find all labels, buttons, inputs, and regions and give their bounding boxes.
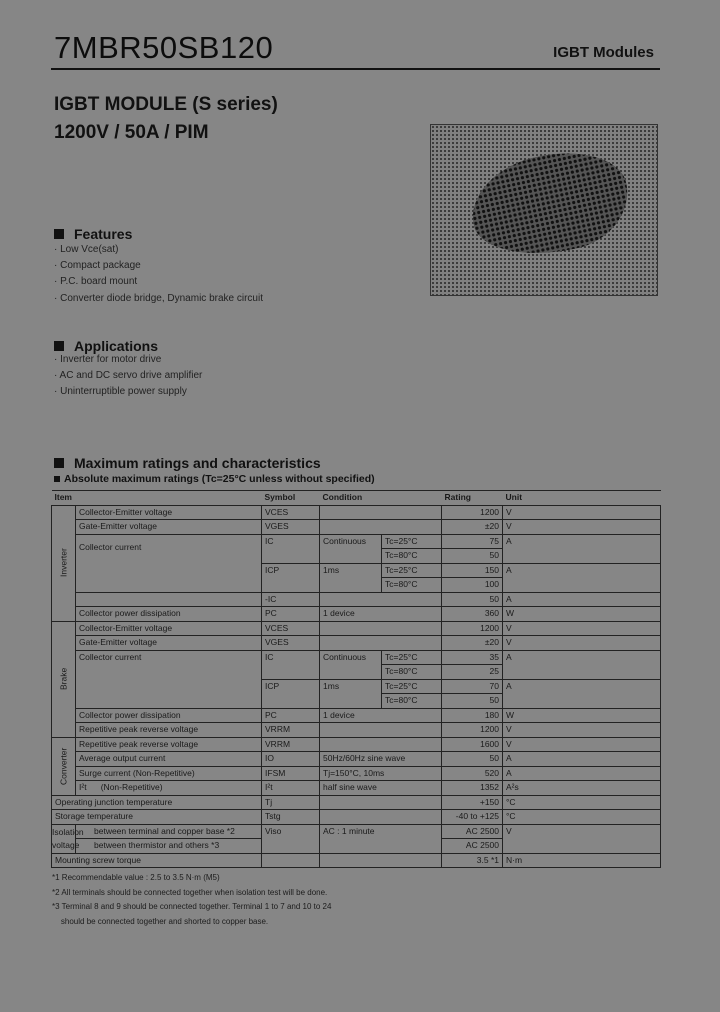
header-unit: Unit (503, 491, 661, 506)
cell-condition (320, 636, 442, 651)
cell-condition (320, 520, 442, 535)
cell-subcondition: Tc=25°C (382, 534, 442, 549)
cell-item: Operating junction temperature (52, 795, 262, 810)
table-row (52, 766, 661, 781)
list-item: · Converter diode bridge, Dynamic brake circuit (54, 292, 263, 304)
cell-condition (320, 621, 442, 636)
cell-item: I²t (Non-Repetitive) (76, 781, 262, 796)
cell-rating: 360 (442, 607, 503, 622)
cell-condition (320, 592, 442, 607)
cell-symbol: VCES (262, 505, 320, 520)
cell-unit: A (503, 766, 661, 781)
cell-symbol: IFSM (262, 766, 320, 781)
cell-subcondition: Tc=80°C (382, 694, 442, 709)
cell-item: between thermistor and others *3 (76, 839, 262, 854)
cell-unit: V (503, 824, 661, 853)
cell-subcondition: Tc=25°C (382, 563, 442, 578)
cell-rating: 1352 (442, 781, 503, 796)
cell-rating: 1200 (442, 505, 503, 520)
cell-item: Surge current (Non-Repetitive) (76, 766, 262, 781)
cell-item: Gate-Emitter voltage (76, 520, 262, 535)
document-type: IGBT Modules (553, 44, 654, 61)
table-row (52, 810, 661, 825)
cell-rating: ±20 (442, 636, 503, 651)
header-rule (51, 68, 660, 70)
cell-symbol: Tstg (262, 810, 320, 825)
group-isolation: Isolation voltage (52, 824, 76, 853)
cell-rating: 75 (442, 534, 503, 549)
footnote: *1 Recommendable value : 2.5 to 3.5 N·m (M5) (52, 873, 220, 882)
cell-rating: ±20 (442, 520, 503, 535)
cell-condition: 1ms (320, 679, 382, 708)
table-row (52, 621, 661, 636)
list-item: · Uninterruptible power supply (54, 386, 187, 398)
footnote: should be connected together and shorted to copper base. (52, 916, 269, 926)
cell-unit: °C (503, 795, 661, 810)
cell-item: Gate-Emitter voltage (76, 636, 262, 651)
cell-item: Collector power dissipation (76, 708, 262, 723)
cell-unit: W (503, 607, 661, 622)
group-inverter: Inverter (52, 505, 76, 621)
cell-rating: 100 (442, 578, 503, 593)
group-converter: Converter (52, 737, 76, 795)
cell-condition: AC : 1 minute (320, 824, 442, 853)
cell-symbol: VGES (262, 636, 320, 651)
cell-item: Collector-Emitter voltage (76, 505, 262, 520)
cell-unit: V (503, 520, 661, 535)
table-header-row (52, 491, 661, 506)
header-condition: Condition (320, 491, 442, 506)
bullet-square-icon (54, 458, 64, 468)
cell-rating: 520 (442, 766, 503, 781)
cell-unit: A (503, 563, 661, 592)
cell-subcondition: Tc=25°C (382, 650, 442, 665)
cell-symbol: VRRM (262, 723, 320, 738)
cell-item: Mounting screw torque (52, 853, 262, 868)
cell-item: Collector current (76, 650, 262, 708)
cell-condition (320, 723, 442, 738)
cell-unit: N·m (503, 853, 661, 868)
cell-rating: +150 (442, 795, 503, 810)
footnote: *3 Terminal 8 and 9 should be connected together. Terminal 1 to 7 and 10 to 24 (52, 902, 332, 911)
table-row (52, 708, 661, 723)
cell-symbol: IC (262, 650, 320, 679)
cell-unit: W (503, 708, 661, 723)
ratings-table (51, 490, 661, 868)
applications-list (54, 352, 202, 401)
cell-rating: 50 (442, 549, 503, 564)
cell-symbol: ICP (262, 563, 320, 592)
footnotes (52, 871, 331, 929)
ratings-heading-text: Maximum ratings and characteristics (74, 455, 321, 471)
cell-symbol: IO (262, 752, 320, 767)
ratings-subheading-text: Absolute maximum ratings (Tc=25°C unless without specified) (64, 473, 375, 485)
cell-unit: A (503, 592, 661, 607)
cell-rating: 3.5 *1 (442, 853, 503, 868)
cell-symbol: PC (262, 607, 320, 622)
bullet-square-icon (54, 476, 60, 482)
cell-unit: A (503, 534, 661, 563)
table-row (52, 781, 661, 796)
cell-condition: Tj=150°C, 10ms (320, 766, 442, 781)
table-row (52, 505, 661, 520)
cell-unit: V (503, 505, 661, 520)
product-title: IGBT MODULE (S series) (54, 94, 278, 115)
cell-subcondition: Tc=80°C (382, 665, 442, 680)
table-row (52, 636, 661, 651)
ratings-heading (54, 455, 321, 471)
cell-unit: A (503, 679, 661, 708)
cell-item: Repetitive peak reverse voltage (76, 723, 262, 738)
cell-subcondition: Tc=80°C (382, 578, 442, 593)
list-item: · AC and DC servo drive amplifier (54, 370, 203, 382)
cell-unit: V (503, 723, 661, 738)
footnote: *2 All terminals should be connected together when isolation test will be done. (52, 887, 328, 897)
cell-condition: half sine wave (320, 781, 442, 796)
cell-condition (320, 853, 442, 868)
bullet-square-icon (54, 229, 64, 239)
cell-unit: A (503, 752, 661, 767)
cell-item: Storage temperature (52, 810, 262, 825)
header-symbol: Symbol (262, 491, 320, 506)
cell-symbol: -IC (262, 592, 320, 607)
cell-item: Average output current (76, 752, 262, 767)
table-row (52, 752, 661, 767)
cell-item: between terminal and copper base *2 (76, 824, 262, 839)
list-item: · Inverter for motor drive (54, 354, 162, 365)
cell-rating: 1200 (442, 621, 503, 636)
cell-symbol: Tj (262, 795, 320, 810)
cell-rating: -40 to +125 (442, 810, 503, 825)
table-row (52, 723, 661, 738)
cell-rating: 50 (442, 694, 503, 709)
cell-condition: Continuous (320, 534, 382, 563)
cell-subcondition: Tc=80°C (382, 549, 442, 564)
cell-rating: 25 (442, 665, 503, 680)
cell-symbol: Viso (262, 824, 320, 853)
cell-rating: 180 (442, 708, 503, 723)
cell-unit: V (503, 636, 661, 651)
cell-rating: 1600 (442, 737, 503, 752)
table-row (52, 520, 661, 535)
cell-rating: 50 (442, 752, 503, 767)
cell-rating: AC 2500 (442, 839, 503, 854)
cell-rating: AC 2500 (442, 824, 503, 839)
cell-symbol: IC (262, 534, 320, 563)
list-item: · Low Vce(sat) (54, 244, 119, 255)
cell-condition: 1 device (320, 708, 442, 723)
features-list (54, 242, 263, 307)
applications-heading-text: Applications (74, 338, 159, 354)
cell-symbol: ICP (262, 679, 320, 708)
ratings-subheading (54, 473, 375, 485)
product-rating: 1200V / 50A / PIM (54, 122, 209, 143)
header-rating: Rating (442, 491, 503, 506)
table-row (52, 853, 661, 868)
cell-condition: 1ms (320, 563, 382, 592)
table-row (52, 592, 661, 607)
cell-condition (320, 795, 442, 810)
group-brake: Brake (52, 621, 76, 737)
table-row (52, 650, 661, 665)
cell-symbol: VGES (262, 520, 320, 535)
table-row (52, 534, 661, 549)
cell-subcondition: Tc=25°C (382, 679, 442, 694)
table-row (52, 824, 661, 839)
cell-unit: A (503, 650, 661, 679)
cell-condition (320, 505, 442, 520)
cell-symbol: I²t (262, 781, 320, 796)
cell-item: Repetitive peak reverse voltage (76, 737, 262, 752)
cell-symbol (262, 853, 320, 868)
cell-symbol: VRRM (262, 737, 320, 752)
cell-item (76, 592, 262, 607)
table-row (52, 737, 661, 752)
cell-condition (320, 737, 442, 752)
bullet-square-icon (54, 341, 64, 351)
cell-symbol: PC (262, 708, 320, 723)
cell-rating: 35 (442, 650, 503, 665)
cell-unit: A²s (503, 781, 661, 796)
part-number: 7MBR50SB120 (54, 30, 274, 65)
cell-unit: °C (503, 810, 661, 825)
cell-unit: V (503, 737, 661, 752)
cell-item: Collector power dissipation (76, 607, 262, 622)
cell-condition (320, 810, 442, 825)
features-heading (54, 226, 132, 242)
module-photo (430, 124, 658, 296)
table-row (52, 607, 661, 622)
module-image (463, 140, 638, 269)
cell-rating: 70 (442, 679, 503, 694)
cell-rating: 1200 (442, 723, 503, 738)
features-heading-text: Features (74, 226, 133, 242)
cell-rating: 50 (442, 592, 503, 607)
cell-rating: 150 (442, 563, 503, 578)
cell-condition: 50Hz/60Hz sine wave (320, 752, 442, 767)
cell-unit: V (503, 621, 661, 636)
list-item: · P.C. board mount (54, 276, 138, 288)
list-item: · Compact package (54, 260, 141, 272)
cell-condition: 1 device (320, 607, 442, 622)
cell-item: Collector current (76, 534, 262, 592)
table-row (52, 795, 661, 810)
cell-symbol: VCES (262, 621, 320, 636)
header-item: Item (52, 491, 262, 506)
cell-item: Collector-Emitter voltage (76, 621, 262, 636)
cell-condition: Continuous (320, 650, 382, 679)
